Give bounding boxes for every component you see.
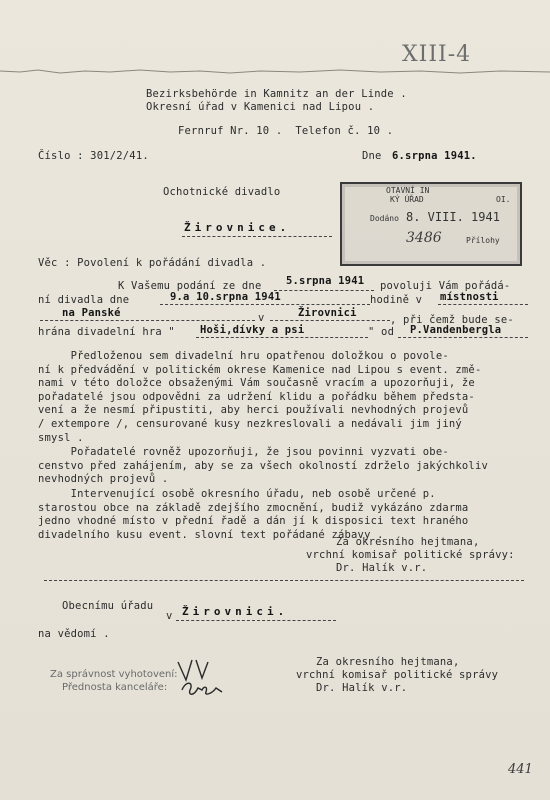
form-line3-suffix: , při čemž bude se- [390, 314, 514, 326]
form-line1-dots [274, 290, 374, 291]
addressee-name: Ochotnické divadlo [163, 186, 281, 198]
subject-line: Věc : Povolení k pořádání divadla . [38, 257, 267, 269]
page-number: 441 [508, 762, 533, 777]
form-line2-prefix: ní divadla dne [38, 294, 136, 306]
form-line2-mid: hodině v [370, 294, 423, 306]
signature2-role: vrchní komisař politické správy [296, 669, 499, 681]
handwritten-signature [172, 656, 232, 700]
stamp-date: 8. VIII. 1941 [406, 210, 500, 224]
section-divider [44, 580, 524, 581]
body-paragraph-2: Pořadatelé rovněž upozorňuji, že jsou povinni vyzvati obe- censtvo před zahájením, aby se za všech okolností zdrželo jakýchkoliv nevhodných projevů . [38, 446, 488, 486]
form-line2-dots [160, 304, 370, 305]
signature-title: Za okresního hejtmana, [336, 536, 480, 548]
addressee-place: Žirovnice. [184, 221, 291, 234]
signature2-name: Dr. Halík v.r. [316, 682, 408, 694]
form-line4-mid: " od [368, 326, 395, 338]
form-line1-suffix: povoluji Vám pořádá- [380, 280, 511, 292]
form-town: Žirovnici [298, 307, 357, 319]
form-line4-dots [196, 337, 368, 338]
copy-note: na vědomí . [38, 628, 110, 640]
form-request-date: 5.srpna 1941 [286, 275, 365, 287]
form-author: P.Vandenbergla [410, 324, 502, 336]
form-line4-dots-b [398, 337, 528, 338]
body-paragraph-3: Intervenující osobě okresního úřadu, neb osobě určené p. starostou obce na základě zdejšího zmocnění, budiž vykázáno zdarma jedno vhodné místo v přední řadě a dán jí k disposici text hraného divadelního kusu event. slovní text pořádané zábavy . [38, 488, 469, 541]
copy-recipient-town: Žirovnici. [182, 605, 289, 618]
form-line2-dots-b [438, 304, 528, 305]
form-venue-type: místnosti [440, 291, 499, 303]
date-prefix: Dne [362, 150, 382, 162]
form-line3-dots [40, 320, 255, 321]
copy-underline [176, 620, 336, 621]
torn-edge [0, 66, 550, 76]
received-stamp: OTAVNÍ IN KÝ ÚŘAD OI. Dodáno 8. VIII. 1941 3486 Přílohy [340, 182, 522, 266]
form-venue: na Panské [62, 307, 121, 319]
certification-line2: Přednosta kanceláře: [62, 682, 168, 693]
copy-recipient-v: v [166, 610, 173, 622]
reference-number: Číslo : 301/2/41. [38, 150, 149, 162]
body-paragraph-1: Předloženou sem divadelní hru opatřenou doložkou o povole- ní k předvádění v politickém okrese Kamenice nad Lipou s event. změ- nami v této doložce obsaženými Vám současně vracím a upozorňuji, že pořadatelé jsou odpovědni za udržení klidu a pořádku během předsta- vení a že nesmí připustiti, aby herci používali nevhodných projevů / extempore /, censurované kusy nezkreslovali a nedávali jim jiný smysl . [38, 350, 482, 444]
form-performance-dates: 9.a 10.srpna 1941 [170, 291, 281, 303]
stamp-number: 3486 [406, 230, 442, 246]
signature2-title: Za okresního hejtmana, [316, 656, 460, 668]
signature-role: vrchní komisař politické správy: [306, 549, 515, 561]
form-line1-prefix: K Vašemu podání ze dne [118, 280, 268, 292]
form-play-title: Hoši,dívky a psi [200, 324, 305, 336]
form-line4-prefix: hrána divadelní hra " [38, 326, 175, 338]
archive-mark: XIII-4 [402, 42, 472, 67]
addressee-underline [182, 236, 332, 237]
header-line-german: Bezirksbehörde in Kamnitz an der Linde . [146, 88, 407, 100]
form-line3-mid: v [258, 312, 265, 324]
header-phone: Fernruf Nr. 10 . Telefon č. 10 . [178, 125, 394, 137]
date-value: 6.srpna 1941. [392, 150, 477, 162]
form-line3-dots-b [270, 320, 390, 321]
signature-name: Dr. Halík v.r. [336, 562, 428, 574]
copy-recipient: Obecnímu úřadu [62, 600, 154, 612]
certification-line1: Za správnost vyhotovení: [50, 669, 178, 680]
header-line-czech: Okresní úřad v Kamenici nad Lipou . [146, 101, 375, 113]
